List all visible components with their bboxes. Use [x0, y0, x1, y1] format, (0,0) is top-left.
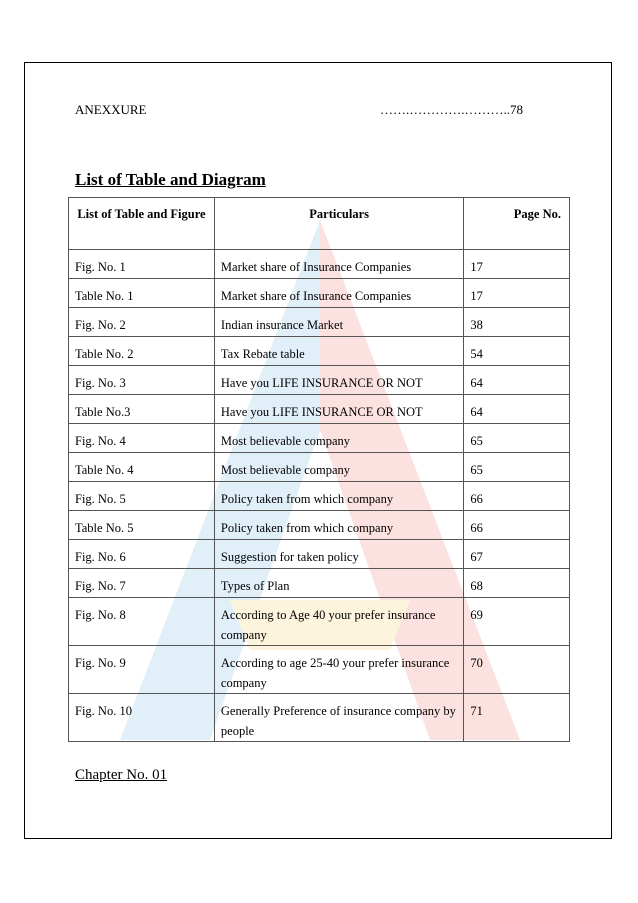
row-item: Table No. 1	[69, 279, 215, 308]
table-row	[69, 250, 570, 279]
table-row	[69, 569, 570, 598]
table-row	[69, 540, 570, 569]
row-page-no: 64	[464, 395, 570, 424]
toc-dots-page: …….………….………..78	[380, 102, 523, 117]
row-particulars: Tax Rebate table	[214, 337, 463, 366]
row-item: Fig. No. 8	[69, 598, 215, 646]
table-row	[69, 453, 570, 482]
table-row	[69, 646, 570, 694]
row-page-no: 54	[464, 337, 570, 366]
row-page-no: 64	[464, 366, 570, 395]
row-item: Fig. No. 7	[69, 569, 215, 598]
row-page-no: 71	[464, 694, 570, 742]
row-page-no: 70	[464, 646, 570, 694]
table-header-row	[69, 198, 570, 250]
header-page-no: Page No.	[464, 198, 570, 250]
row-item: Fig. No. 1	[69, 250, 215, 279]
row-particulars: Policy taken from which company	[214, 482, 463, 511]
row-item: Fig. No. 2	[69, 308, 215, 337]
row-item: Fig. No. 10	[69, 694, 215, 742]
row-particulars: Types of Plan	[214, 569, 463, 598]
row-item: Fig. No. 3	[69, 366, 215, 395]
header-particulars: Particulars	[214, 198, 463, 250]
row-item: Table No. 4	[69, 453, 215, 482]
row-page-no: 17	[464, 250, 570, 279]
row-page-no: 66	[464, 511, 570, 540]
table-row	[69, 308, 570, 337]
table-row	[69, 424, 570, 453]
row-particulars: Have you LIFE INSURANCE OR NOT	[214, 395, 463, 424]
table-row	[69, 511, 570, 540]
row-item: Fig. No. 6	[69, 540, 215, 569]
table-row	[69, 598, 570, 646]
row-page-no: 38	[464, 308, 570, 337]
row-page-no: 65	[464, 453, 570, 482]
row-item: Table No. 2	[69, 337, 215, 366]
row-particulars: Most believable company	[214, 424, 463, 453]
row-item: Fig. No. 5	[69, 482, 215, 511]
toc-label: ANEXXURE	[75, 102, 147, 117]
header-list: List of Table and Figure	[69, 198, 215, 250]
section-title: List of Table and Diagram	[75, 170, 266, 189]
row-particulars: Market share of Insurance Companies	[214, 250, 463, 279]
row-item: Table No. 5	[69, 511, 215, 540]
row-particulars: Indian insurance Market	[214, 308, 463, 337]
table-row	[69, 279, 570, 308]
table-row	[69, 482, 570, 511]
row-item: Fig. No. 4	[69, 424, 215, 453]
row-particulars: According to age 25-40 your prefer insurance company	[214, 646, 463, 694]
row-page-no: 17	[464, 279, 570, 308]
row-particulars: Policy taken from which company	[214, 511, 463, 540]
row-item: Table No.3	[69, 395, 215, 424]
row-particulars: Generally Preference of insurance company by people	[214, 694, 463, 742]
table-row	[69, 337, 570, 366]
chapter-heading: Chapter No. 01	[75, 767, 168, 783]
row-item: Fig. No. 9	[69, 646, 215, 694]
row-page-no: 65	[464, 424, 570, 453]
row-page-no: 69	[464, 598, 570, 646]
row-particulars: According to Age 40 your prefer insurance company	[214, 598, 463, 646]
table-row	[69, 694, 570, 742]
row-page-no: 67	[464, 540, 570, 569]
list-table	[68, 197, 570, 742]
table-row	[69, 366, 570, 395]
table-row	[69, 395, 570, 424]
row-particulars: Have you LIFE INSURANCE OR NOT	[214, 366, 463, 395]
row-page-no: 68	[464, 569, 570, 598]
row-particulars: Market share of Insurance Companies	[214, 279, 463, 308]
row-particulars: Most believable company	[214, 453, 463, 482]
row-page-no: 66	[464, 482, 570, 511]
row-particulars: Suggestion for taken policy	[214, 540, 463, 569]
